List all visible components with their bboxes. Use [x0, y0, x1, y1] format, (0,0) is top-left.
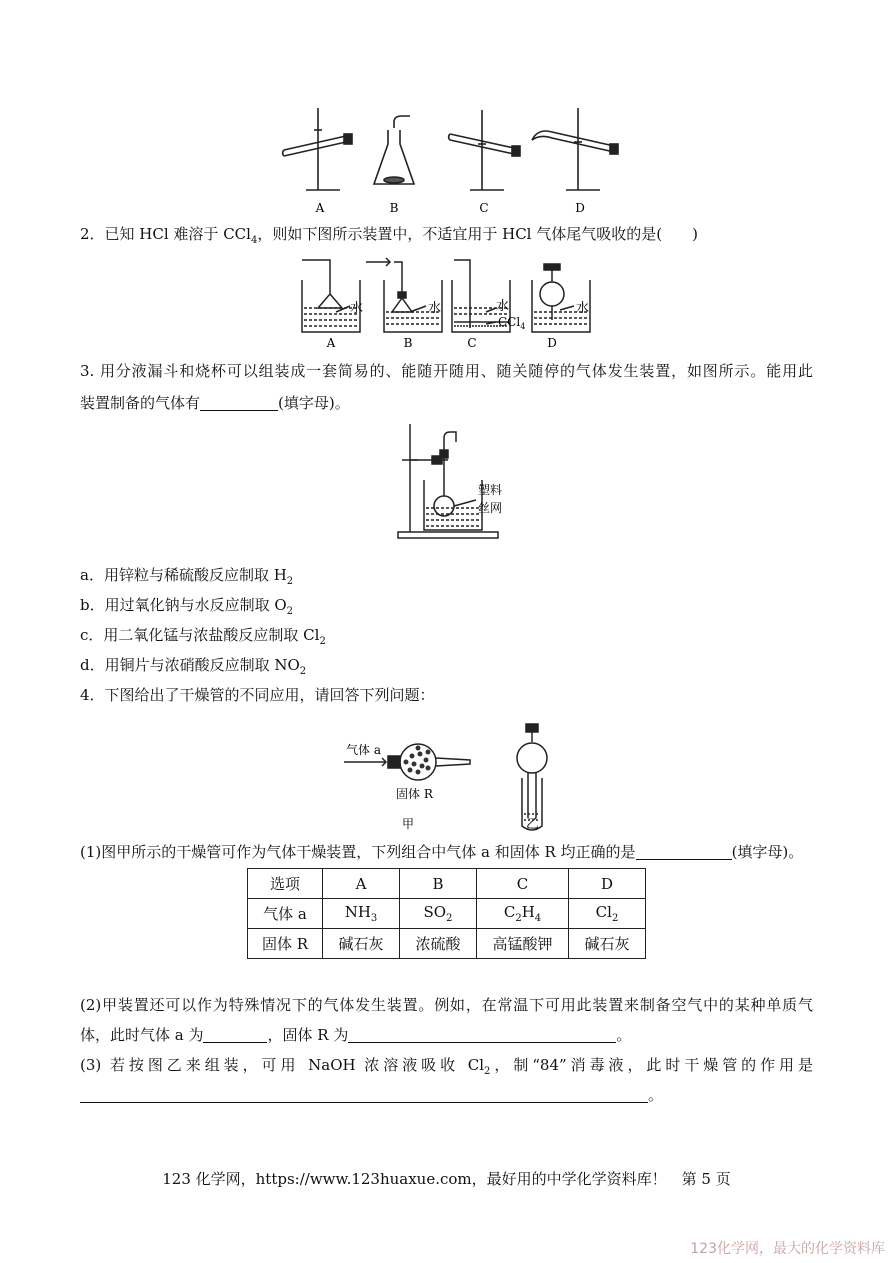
- table-cell: A: [323, 869, 400, 899]
- q4-intro: 4．下图给出了干燥管的不同应用，请回答下列问题：: [80, 686, 435, 704]
- table-cell: 固体 R: [248, 929, 323, 959]
- q3-option-b: b．用过氧化钠与水反应制取 $O_2$: [80, 596, 294, 617]
- table-cell: 浓硫酸: [400, 929, 477, 959]
- q3-stem-line2: 装置制备的气体有 (填字母)。: [80, 394, 350, 412]
- fig1-label-b: B: [389, 201, 399, 215]
- fig2-label-a: A: [326, 336, 336, 350]
- table-cell: $NH_3$: [323, 899, 400, 929]
- fig4-solid-r: 固体 R: [396, 787, 433, 801]
- q4-part1-blank[interactable]: [636, 843, 732, 860]
- q4-options-table: [247, 868, 646, 959]
- q4-part2-line2: 体，此时气体 a 为 ，固体 R 为 。: [80, 1026, 632, 1044]
- table-cell: C: [477, 869, 569, 899]
- q4-part2-line1: (2)甲装置还可以作为特殊情况下的气体发生装置。例如，在常温下可用此装置来制备空气中的某种单质气: [80, 996, 813, 1014]
- figure-apparatus-abcd: [270, 100, 630, 218]
- figure-simple-generator: [392, 420, 522, 544]
- q4-part1: (1)图甲所示的干燥管可作为气体干燥装置，下列组合中气体 a 和固体 R 均正确的是 (填字母)。: [80, 843, 804, 861]
- q4-part3-line2: 。: [80, 1085, 663, 1105]
- q3-option-c: c．用二氧化锰与浓盐酸反应制取 $Cl_2$: [80, 626, 326, 647]
- fig2-label-c: C: [467, 336, 477, 350]
- table-row: [248, 869, 646, 899]
- figure-drying-tube: [340, 718, 560, 838]
- fig1-label-c: C: [479, 201, 489, 215]
- table-cell: 碱石灰: [323, 929, 400, 959]
- fig2-water-c: 水: [496, 299, 510, 314]
- fig3-label-1: 塑料: [478, 483, 503, 497]
- fig1-label-d: D: [575, 201, 585, 215]
- q4-gas-blank[interactable]: [203, 1026, 267, 1043]
- fig2-water-d: 水: [576, 301, 590, 316]
- q3-option-a: a．用锌粒与稀硫酸反应制取 $H_2$: [80, 566, 294, 587]
- fig2-label-b: B: [403, 336, 413, 350]
- q2-stem: 2．已知 HCl 难溶于 CCl$_4$，则如下图所示装置中，不适宜用于 HCl 气体尾气吸收的是( ): [80, 225, 698, 246]
- table-cell: B: [400, 869, 477, 899]
- q3-stem-line1: 3. 用分液漏斗和烧杯可以组装成一套简易的、能随开随用、随关随停的气体发生装置，如图所示。能用此: [80, 362, 813, 380]
- table-cell: 选项: [248, 869, 323, 899]
- fig4-jia: 甲: [402, 817, 415, 831]
- figure-absorption-abcd: [290, 250, 610, 350]
- page-footer: 123 化学网，https://www.123huaxue.com，最好用的中学化学资料库！ 第 5 页: [162, 1170, 731, 1188]
- q3-option-d: d．用铜片与浓硝酸反应制取 $NO_2$: [80, 656, 307, 677]
- fig2-label-d: D: [547, 336, 557, 350]
- table-cell: $Cl_2$: [569, 899, 646, 929]
- table-cell: 气体 a: [248, 899, 323, 929]
- q4-part3-blank[interactable]: [80, 1086, 648, 1103]
- fig4-yi: 乙: [526, 817, 540, 832]
- table-cell: 高锰酸钾: [477, 929, 569, 959]
- table-row: [248, 929, 646, 959]
- fig2-water-a: 水: [350, 301, 364, 316]
- fig1-label-a: A: [315, 201, 325, 215]
- q3-answer-blank[interactable]: [200, 394, 278, 411]
- table-cell: $SO_2$: [400, 899, 477, 929]
- q4-part3-line1: (3) 若按图乙来组装，可用 NaOH 浓溶液吸收 $Cl_2$，制“84”消毒液，此时干燥管的作用是: [80, 1056, 813, 1077]
- table-cell: $C_2H_4$: [477, 899, 569, 929]
- table-cell: D: [569, 869, 646, 899]
- table-row: [248, 899, 646, 929]
- watermark: 123化学网，最大的化学资料库: [690, 1241, 885, 1257]
- fig4-gas-a: 气体 a: [346, 743, 381, 757]
- table-cell: 碱石灰: [569, 929, 646, 959]
- fig2-water-b: 水: [428, 301, 442, 316]
- q4-solid-blank[interactable]: [348, 1026, 616, 1043]
- fig2-ccl4: CCl$_4$: [498, 315, 526, 331]
- fig3-label-2: 丝网: [478, 501, 503, 515]
